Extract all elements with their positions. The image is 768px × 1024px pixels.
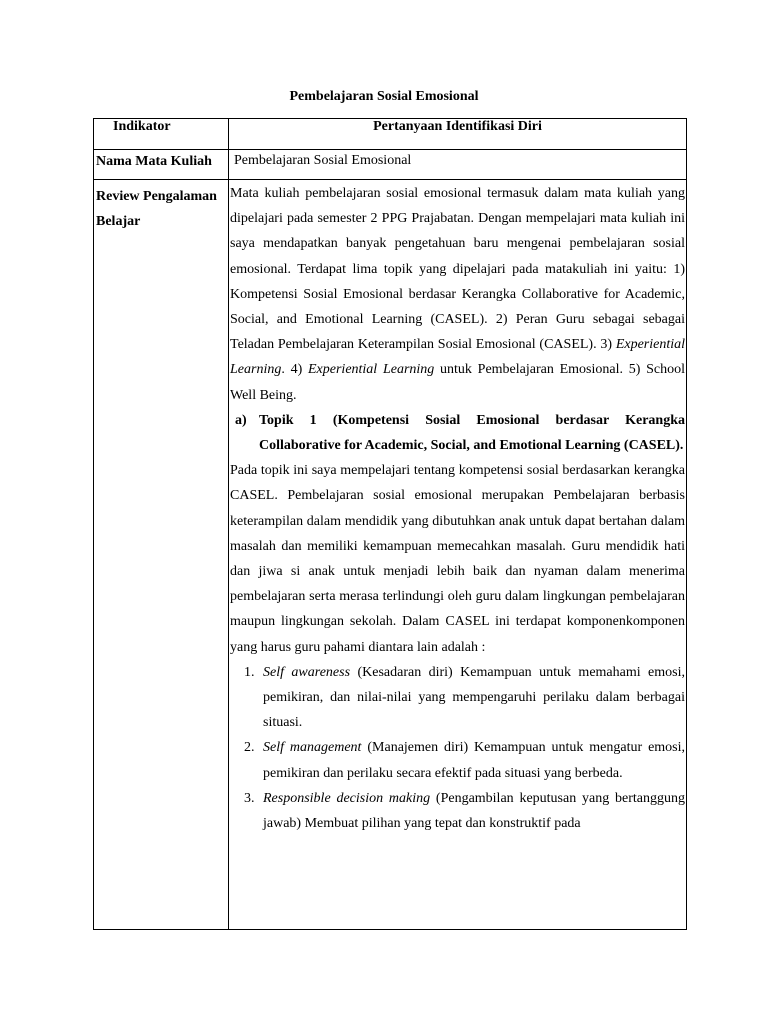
course-name-value: Pembelajaran Sosial Emosional — [229, 150, 687, 180]
course-name-label: Nama Mata Kuliah — [94, 150, 229, 180]
topic-a-paragraph: Pada topik ini saya mempelajari tentang kompetensi sosial berdasarkan kerangka CASEL. Pembelajaran sosial emosional merupakan Pembelajaran berbasis keterampilan dalam mendidik yang dibutuhkan anak untuk dapat bertahan dalam masalah dan memiliki kemampuan memecahkan masalah. Guru mendidik hati dan jiwa si anak untuk menjadi lebih baik dan nyaman dalam menerima pembelajaran serta merasa terlindungi oleh guru dalam lingkungan pembelajaran maupun lingkungan sekolah. Dalam CASEL ini terdapat komponenkomponen yang harus guru pahami diantara lain adalah : — [230, 463, 685, 655]
review-content — [229, 180, 687, 930]
list-item-text — [263, 660, 685, 736]
table-row-course-name — [94, 150, 687, 180]
list-item-term: Self management — [263, 740, 362, 756]
table-header-row — [94, 119, 687, 150]
review-label-line2: Belajar — [96, 214, 141, 229]
list-item — [230, 735, 685, 785]
list-item — [230, 660, 685, 736]
topic-a-heading — [230, 408, 685, 458]
list-item-text — [263, 786, 685, 836]
intro-em-experiential-2: Experiential Learning — [308, 362, 435, 378]
list-item-term: Responsible decision making — [263, 790, 431, 806]
list-item-desc: (Manajemen diri) Kemampuan untuk mengatur emosi, pemikiran dan perilaku secara efektif pada situasi yang berbeda. — [263, 740, 686, 781]
list-item-desc: (Pengambilan keputusan yang bertanggung jawab) Membuat pilihan yang tepat dan konstruktif pada — [263, 790, 685, 832]
header-pertanyaan: Pertanyaan Identifikasi Diri — [229, 119, 687, 150]
list-item — [230, 786, 685, 836]
table-row-review — [94, 180, 687, 930]
identification-table — [93, 118, 687, 930]
intro-part2: . 4) — [281, 362, 303, 378]
review-label-line1: Review Pengalaman — [96, 189, 217, 204]
review-label — [94, 180, 229, 930]
list-item-number: 3. — [244, 790, 255, 806]
document-title: Pembelajaran Sosial Emosional — [289, 89, 479, 104]
list-item-number: 2. — [244, 740, 255, 756]
topic-a-marker: a) — [235, 412, 247, 428]
list-item-text — [263, 735, 685, 785]
list-item-number: 1. — [244, 664, 255, 680]
review-intro-paragraph — [230, 180, 685, 408]
topic-a-text: Topik 1 (Kompetensi Sosial Emosional berdasar Kerangka Collaborative for Academic, Social, and Emotional Learning (CASEL). — [259, 412, 685, 454]
intro-part3: untuk Pembelajaran Emosional. 5) School Well Being. — [230, 362, 686, 403]
intro-part1: Mata kuliah pembelajaran sosial emosional termasuk dalam mata kuliah yang dipelajari pada semester 2 PPG Prajabatan. Dengan mempelajari mata kuliah ini saya mendapatkan banyak pengetahuan baru mengenai pembelajaran sosial emosional. Terdapat lima topik yang dipelajari pada matakuliah ini yaitu: 1) Kompetensi Sosial Emosional berdasar Kerangka Collaborative for Academic, Social, and Emotional Learning (CASEL). 2) Peran Guru sebagai sebagai Teladan Pembelajaran Keterampilan Sosial Emosional (CASEL). 3) — [230, 186, 685, 353]
list-item-term: Self awareness — [263, 664, 351, 680]
intro-em-experiential-1: Experiential Learning — [230, 337, 686, 378]
list-item-desc: (Kesadaran diri) Kemampuan untuk memahami emosi, pemikiran, dan nilai-nilai yang mempengaruhi perilaku dalam berbagai situasi. — [263, 664, 686, 731]
header-indikator: Indikator — [94, 119, 229, 150]
